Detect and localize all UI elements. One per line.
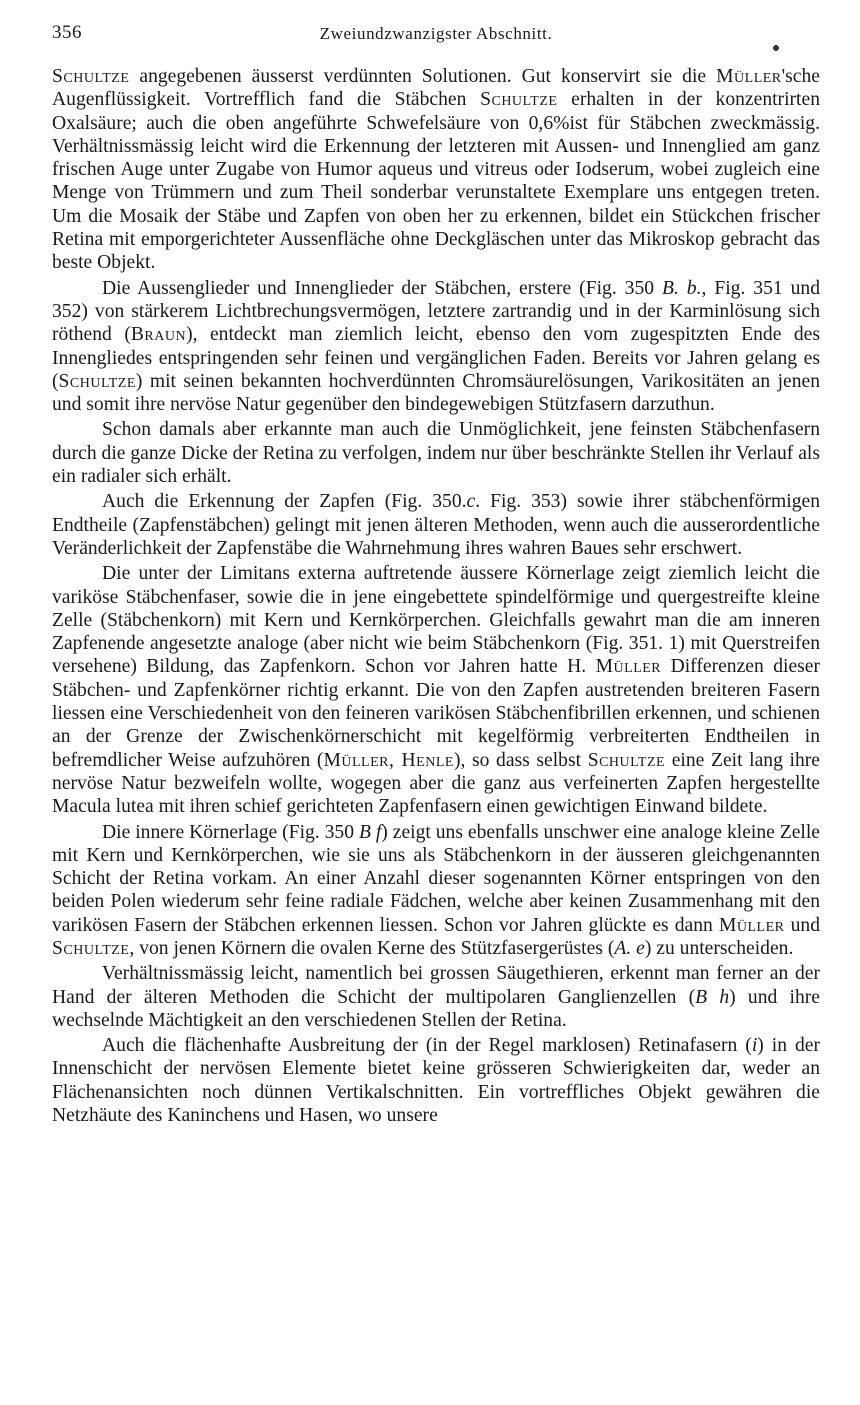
paragraph bbox=[52, 490, 820, 560]
text-segment: und bbox=[784, 914, 820, 936]
text-segment: eine Zeit lang ihre nervöse Natur bezweifeln wollte, wogegen aber die ganz aus verfeinerten Zapfen hergestellte Macula lutea mit ihren schief gerichteten Zapfenfasern einen gewichtigen Einwand bildete. bbox=[52, 749, 820, 818]
text-segment: Die innere Körnerlage (Fig. 350 bbox=[102, 821, 359, 843]
page-number: 356 bbox=[52, 22, 82, 43]
text-segment: ) zeigt uns ebenfalls unschwer eine analoge kleine Zelle mit Kern und Kernkörperchen, wie sie uns als Stäbchenkorn in der äusseren gleichgenannten Schicht der Retina vorkam. An einer Anzahl dieser sogenannten Körner entspringen von den beiden Polen wiederum sehr feine radiale Fädchen, welche aber keinen Zusammenhang mit den varikösen Fasern der Stäbchen erkennen liessen. Schon vor Jahren glückte es dann bbox=[52, 821, 820, 936]
text-segment: Die unter der Limitans externa auftretende äussere Körnerlage zeigt ziemlich leicht die variköse Stäbchenfaser, sowie die in jene eingebettete spindelförmige und quergestreifte kleine Zelle (Stäbchenkorn) mit Kern und Kernkörperchen. Gleichfalls gewahrt man die am inneren Zapfenende angesetzte analoge (aber nicht wie beim Stäbchenkorn (Fig. 351. 1) mit Querstreifen versehene) Bildung, das Zapfenkorn. Schon vor Jahren hatte H. bbox=[52, 563, 820, 678]
text-segment: angegebenen äusserst verdünnten Solutionen. Gut konservirt sie die bbox=[129, 66, 717, 87]
figure-reference: i bbox=[751, 1035, 758, 1057]
paragraph bbox=[52, 562, 820, 818]
author-name: Schultze bbox=[52, 66, 130, 87]
author-name: Müller bbox=[716, 66, 782, 87]
paragraph bbox=[52, 277, 820, 417]
text-segment: ) zu unterscheiden. bbox=[644, 937, 794, 959]
text-segment: Auch die Erkennung der Zapfen (Fig. 350. bbox=[102, 491, 467, 513]
paragraph bbox=[52, 962, 820, 1032]
author-name: Braun bbox=[130, 324, 187, 346]
text-segment: Differenzen dieser Stäbchen- und Zapfenkörner richtig erkannt. Die von den Zapfen austretenden breiteren Fasern liessen eine Verschiedenheit von den feineren varikösen Stäbchenfibrillen erkennen, und schienen an der Grenze der Zwischenkörnerschicht mit kegelförmig verbreiterten Endtheilen in befremdlicher Weise aufzuhören ( bbox=[52, 656, 820, 771]
text-segment: ) mit seinen bekannten hochverdünnten Chromsäurelösungen, Varikositäten an jenen und somit ihre nervöse Natur gegenüber den bindegewebigen Stützfasern darzuthun. bbox=[52, 370, 820, 416]
figure-reference: B f bbox=[358, 821, 382, 843]
text-segment: ), entdeckt man ziemlich leicht, ebenso den vom zugespitzten Ende des Innengliedes entspringenden sehr feinen und vergänglichen Faden. Bereits vor Jahren gelang es ( bbox=[52, 324, 820, 392]
text-segment: ), so dass selbst bbox=[453, 749, 588, 771]
paragraph bbox=[52, 1034, 820, 1127]
ink-speck bbox=[773, 45, 779, 51]
text-segment: Auch die flächenhafte Ausbreitung der (in der Regel marklosen) Retinafasern ( bbox=[102, 1035, 752, 1057]
author-name: Müller bbox=[718, 914, 785, 936]
author-name: Müller bbox=[595, 656, 662, 678]
text-segment: Schon damals aber erkannte man auch die Unmöglichkeit, jene feinsten Stäbchenfasern durch die ganze Dicke der Retina zu verfolgen, indem nur über beschränkte Stellen ihr Verlauf als ein radialer sich erhält. bbox=[52, 419, 820, 488]
running-title: Zweiundzwanzigster Abschnitt. bbox=[319, 24, 553, 43]
text-segment: 'sche Augenflüssigkeit. Vortrefflich fand die Stäbchen bbox=[52, 66, 820, 111]
figure-reference: A. e bbox=[614, 937, 645, 959]
figure-reference: B. b. bbox=[661, 277, 702, 299]
author-name: Schultze bbox=[52, 937, 130, 959]
author-name: Schultze bbox=[587, 749, 666, 771]
page-header bbox=[52, 22, 820, 52]
body-text bbox=[52, 65, 820, 1129]
figure-reference: B h bbox=[695, 986, 730, 1008]
text-segment: , von jenen Körnern die ovalen Kerne des Stützfasergerüstes ( bbox=[129, 937, 615, 959]
paragraph bbox=[52, 821, 820, 961]
text-segment: erhalten in der konzentrirten Oxalsäure; auch die oben angeführte Schwefelsäure von 0,6%ist für Stäbchen zweckmässig. Verhältnissmässig leicht wird die Erkennung der letzteren mit Aussen- und Innenglied am ganz frischen Auge unter Zugabe von Humor aqueus und vitreus oder Iodserum, wobei zugleich eine Menge von Trümmern und zum Theil sonderbar verunstaltete Exemplare uns entgegen treten. Um die Mosaik der Stäbe und Zapfen von oben her zu erkennen, bildet ein Stückchen frischer Retina mit emporgerichteter Aussenfläche ohne Deckgläschen unter das Mikroskop gebracht das beste Objekt. bbox=[52, 89, 820, 274]
text-segment: ) in der Innenschicht der nervösen Elemente bietet keine grösseren Schwierigkeiten dar, weder an Flächenansichten noch dünnen Vertikalschnitten. Ein vortreffliches Objekt gewähren die Netzhäute des Kaninchens und Hasen, wo unsere bbox=[52, 1035, 820, 1127]
author-name: Schultze bbox=[58, 370, 136, 392]
figure-reference: c bbox=[466, 491, 476, 513]
text-segment: ) und ihre wechselnde Mächtigkeit an den verschiedenen Stellen der Retina. bbox=[52, 986, 820, 1031]
author-name: Müller, Henle bbox=[323, 749, 454, 771]
author-name: Schultze bbox=[480, 89, 558, 111]
paragraph bbox=[52, 418, 820, 488]
text-segment: . Fig. 353) sowie ihrer stäbchenförmigen Endtheile (Zapfenstäbchen) gelingt mit jenen älteren Methoden, wenn auch die ausserordentliche Veränderlichkeit der Zapfenstäbe die Wahrnehmung ihres wahren Baues sehr erschwert. bbox=[52, 491, 820, 559]
text-segment: Die Aussenglieder und Innenglieder der Stäbchen, erstere (Fig. 350 bbox=[102, 277, 662, 299]
text-segment: , Fig. 351 und 352) von stärkerem Lichtbrechungsvermögen, letztere zartrandig und in der Karminlösung sich röthend ( bbox=[52, 277, 820, 346]
text-segment: Verhältnissmässig leicht, namentlich bei grossen Säugethieren, erkennt man ferner an der Hand der älteren Methoden die Schicht der multipolaren Ganglienzellen ( bbox=[52, 963, 820, 1008]
paragraph bbox=[52, 65, 820, 275]
